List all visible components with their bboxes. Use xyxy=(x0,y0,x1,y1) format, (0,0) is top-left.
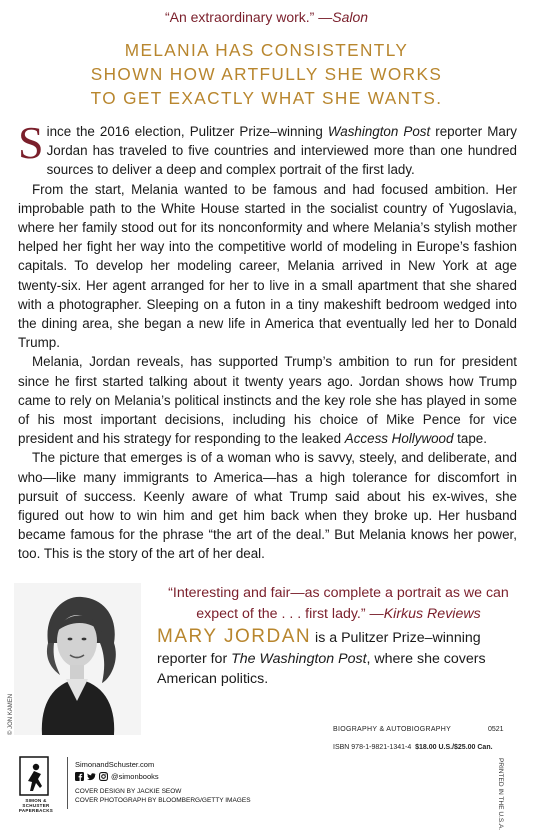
cover-photo-credit: COVER PHOTOGRAPH BY BLOOMBERG/GETTY IMAGES xyxy=(75,797,251,804)
author-photo xyxy=(14,583,141,735)
divider xyxy=(67,757,68,809)
publisher-name-line: PAPERBACKS xyxy=(18,808,54,813)
paragraph-1 xyxy=(18,117,517,180)
publisher-name-line: SIMON & xyxy=(25,798,47,803)
headline-line: MELANIA HAS CONSISTENTLY xyxy=(124,40,409,60)
price: $18.00 U.S./$25.00 Can. xyxy=(415,744,493,751)
author-bio xyxy=(157,627,517,690)
bio-text: , where she covers American politics. xyxy=(157,650,486,687)
review-source: Kirkus Reviews xyxy=(383,606,481,622)
isbn-line xyxy=(333,744,493,751)
instagram-icon[interactable] xyxy=(99,772,108,781)
twitter-icon[interactable] xyxy=(87,772,96,781)
photo-credit: © JON KAMEN xyxy=(8,693,14,735)
headline-line: SHOWN HOW ARTFULLY SHE WORKS xyxy=(90,64,443,84)
social-handle[interactable]: @simonbooks xyxy=(111,772,159,781)
top-quote xyxy=(0,9,533,25)
social-links xyxy=(75,772,159,781)
paragraph-3 xyxy=(18,352,517,448)
facebook-icon[interactable] xyxy=(75,772,84,781)
paragraph-text: ince the 2016 election, Pulitzer Prize–winning xyxy=(46,124,328,139)
isbn: ISBN 978-1-9821-1341-4 xyxy=(333,744,412,751)
category-label: BIOGRAPHY & AUTOBIOGRAPHY xyxy=(333,726,452,733)
product-code: 0521 xyxy=(488,726,504,733)
publisher-name xyxy=(12,798,60,813)
printed-in-label: PRINTED IN THE U.S.A. xyxy=(497,758,504,830)
bio-italic: The Washington Post xyxy=(231,650,367,667)
top-quote-text: “An extraordinary work.” — xyxy=(164,9,333,25)
author-name: MARY JORDAN xyxy=(157,626,312,647)
top-quote-source: Salon xyxy=(332,9,369,25)
review-text: “Interesting and fair—as complete a portrait as we can expect of the . . . first lady.” — xyxy=(168,585,509,622)
description-body xyxy=(18,117,517,564)
paragraph-2: From the start, Melania wanted to be famous and had focused ambition. Her improbable path to the White House started in the socialist country of Yugoslavia, where her family stood out for its nonconformity and where Melania’s stylish mother helped her fight her way into the competitive world of modeling in Europe’s fashion capitals. To develop her modeling career, Melania arrived in New York at age twenty-six. Her agent arranged for her to live in a small apartment that she shared with a photographer. Sleeping on a futon in a tiny makeshift bedroom wedged into the dining area, she began a new life in America that eventually led her to Donald Trump. xyxy=(18,181,517,351)
review-quote xyxy=(160,583,517,625)
paragraph-text: Melania, Jordan reveals, has supported Trump’s ambition to run for president since he first started talking about it twenty years ago. Jordan shows how Trump came to rely on Melania’s political instincts and the key role she has played in some of his most important decisions, including his choice of Mike Pence for vice president and his strategy for responding to the leaked xyxy=(18,354,517,447)
cover-design-credit: COVER DESIGN BY JACKIE SEOW xyxy=(75,788,182,795)
paragraph-4: The picture that emerges is of a woman who is savvy, steely, and deliberate, and who—like many immigrants to America—has a high tolerance for discomfort in pursuit of success. Keenly aware of what Trump said about his ex-wives, she figured out how to win him and get him back when they broke up. Her husband became famous for the phrase “the art of the deal.” But Melania knows her power, too. This is the story of the art of her deal. xyxy=(18,450,517,562)
drop-cap: S xyxy=(18,117,44,168)
publisher-website[interactable]: SimonandSchuster.com xyxy=(75,760,155,769)
paragraph-text: tape. xyxy=(453,431,487,447)
paragraph-text: reporter Mary Jordan has traveled to five countries and interviewed more than one hundred sources to deliver a deep and complex portrait of the first lady. xyxy=(46,124,517,178)
headline xyxy=(0,38,533,110)
publisher-name-line: SCHUSTER xyxy=(22,803,50,808)
paragraph-italic: Washington Post xyxy=(327,124,431,139)
bio-text: is a Pulitzer Prize–winning reporter for xyxy=(157,630,481,667)
paragraph-italic: Access Hollywood xyxy=(344,431,454,447)
headline-line: TO GET EXACTLY WHAT SHE WANTS. xyxy=(90,88,443,108)
